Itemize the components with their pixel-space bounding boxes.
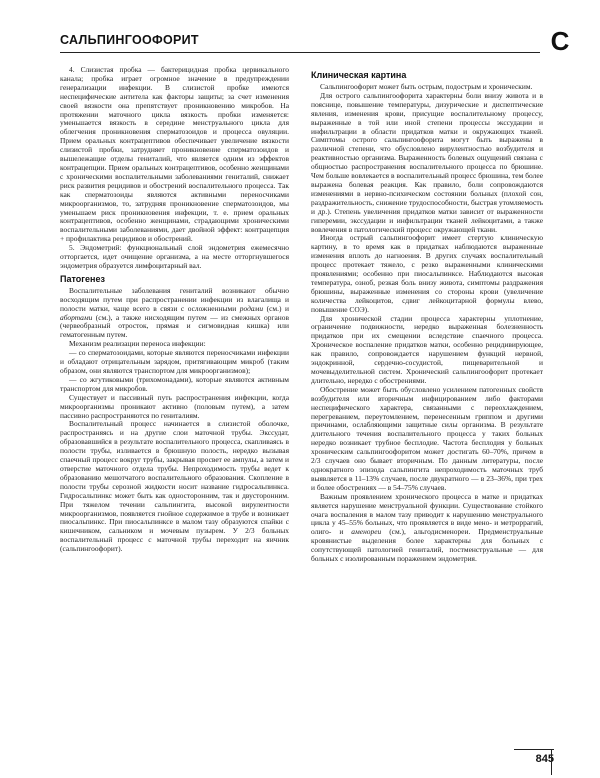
- paragraph: [60, 287, 289, 340]
- section-letter: С: [550, 26, 570, 56]
- right-column: [311, 70, 543, 564]
- paragraph: Механизм реализации переноса инфекции:: [69, 339, 206, 349]
- paragraph: Иногда острый сальпингоофорит имеет стертую клиническую картину, в то время как в придатках наблюдаются выраженные изменения вплоть до нагноения. В других случаях воспалительный процесс протекает тяжело, с резко выраженными клиническими проявлениями; особенно при пиосальпинксе. Наблюдаются высокая температура, озноб, резкая боль внизу живота, симптомы раздражения брюшины, выраженные изменения со стороны крови (увеличение количества лейкоцитов, сдвиг лейкоцитарной формулы влево, повышение СОЭ).: [311, 233, 543, 314]
- paragraph: Для хронической стадии процесса характерны уплотнение, ограничение подвижности, нередко выраженная болезненность придатков при их смещении вследствие спаечного процесса. Хроническое воспаление придатков матки, особенно рецидивирующее, как правило, сопровождается нарушением функций нервной, эндокринной, сердечно-сосудистой, пищеварительной и мочевыделительной систем. Хронический сальпингоофорит протекает длительно, нередко с обострениями.: [311, 313, 543, 385]
- text-run: (см.), а также нисходящим путем — из смежных органов (червеобразный отросток, прямая и сигмовидная кишка) или гематогенным путем.: [60, 312, 289, 340]
- paragraph: [311, 493, 543, 564]
- text-run: (см.) и: [263, 303, 289, 313]
- paragraph: — со жгутиковыми (трихомонадами), которые являются активным транспортом для микробов.: [60, 374, 289, 393]
- cross-reference-link[interactable]: родами: [239, 303, 264, 313]
- page-number-rule: [551, 749, 552, 775]
- page-header-title: САЛЬПИНГООФОРИТ: [60, 33, 199, 47]
- text-run: (см.), альгодисменореи. Предменструальные кровянистые выделения более характерны для больных с сопутствующей патологией гениталий, постменструальные — для больных с изолированным поражением эндометрия.: [311, 527, 543, 564]
- paragraph: Существует и пассивный путь распространения инфекции, когда микроорганизмы проникают активно (половым путем), а затем пассивно распространяются по гениталиям.: [60, 392, 289, 420]
- paragraph: Для острого сальпингоофорита характерны боли внизу живота и в пояснице, повышение температуры, дизурические и диспептические явления, изменения крови, присущие воспалительному процессу, выраженные в той или иной степени процессы экссудации и инфильтрации в области придатков матки и окружающих тканей. Симптомы острого сальпингоофорита могут быть выражены в различной степени, что обусловлено вирулентностью возбудителя и реактивностью организма. Выраженность болевых ощущений связана с общностью распространения воспалительного процесса по брюшине. Чем больше вовлекается в воспалительный процесс брюшина, тем более выражена болевая реакция. Как правило, боли сопровождаются изменениями в нервно-психическом состоянии больных (плохой сон, раздражительность, снижение трудоспособности, быстрая утомляемость и др.). Степень увеличения придатков матки зависит от выраженности гиперемии, экссудации и инфильтрации тканей лейкоцитами, а также вовлечения в патологический процесс окружающей ткани.: [311, 90, 543, 234]
- paragraph: Воспалительный процесс начинается в слизистой оболочке, распространяясь и на другие слои маточной трубы. Экссудат, образовавшийся в результате воспалительного процесса, скапливаясь в полости трубы, изливается в брюшную полость, нередко вызывая спаечный процесс вокруг трубы, закрывая просвет ее ампулы, а затем и отверстие маточного отдела трубы. Непроходимость трубы ведет к образованию мешотчатого воспалительного образования. Скопление в полости трубы серозной жидкости носит название гидросальпинкса. Гидросальпинкс может быть как односторонним, так и двусторонним. При тяжелом течении сальпингита, высокой вирулентности микроорганизмов, появляется гнойное содержимое в трубе и возникает пиосальпинкс. При пиосальпинксе в малом тазу образуются спайки с кишечником, сальником и мочевым пузырем. У 2/3 больных воспалительный процесс с маточной трубы переходит на яичник (сальпингоофорит).: [60, 419, 289, 554]
- section-heading-pathogenesis: Патогенез: [60, 273, 105, 284]
- paragraph: 5. Эндометрий: функциональный слой эндометрия ежемесячно отторгается, идет очищение организма, а на месте отторгнувшегося эндометрия образуется лимфоцитарный вал.: [60, 243, 289, 270]
- text-run: Важным проявлением хронического процесса в матке и придатках является нарушение менструальной функции. Существование стойкого очага воспаления в малом тазу приводит к нарушению менструального цикла у 45–55% больных, что проявляется в виде мено- и метроррагий, олиго- и: [311, 491, 543, 537]
- paragraph: — со сперматозоидами, которые являются переносчиками инфекции и обладают отрицательным зарядом, притягивающим микроб (таким образом, они являются транспортом для микроорганизмов);: [60, 348, 289, 375]
- header-rule: [60, 52, 540, 53]
- cross-reference-link[interactable]: аменореи: [351, 527, 382, 537]
- paragraph: Сальпингоофорит может быть острым, подострым и хроническим.: [320, 82, 533, 91]
- text-run: Воспалительные заболевания гениталий возникают обычно восходящим путем при распространении инфекции из влагалища и полости матки, чаще всего в связи с осложненными: [60, 285, 289, 313]
- section-heading-clinical-picture: Клиническая картина: [311, 70, 407, 80]
- paragraph: Обострение может быть обусловлено усилением патогенных свойств возбудителя или вторичным инфицированием либо факторами неспецифического характера, связанными с переохлаждением, перегреванием, переутомлением, перенесенным гриппом и другими причинами, ослабляющими защитные силы организма. В результате длительного течения воспалительного процесса у таких больных нередко возникает трубное бесплодие. Частота бесплодия у больных хроническим сальпингоофоритом может достигать 60–70%, причем в 2/3 случаев оно бывает вторичным. По данным литературы, после однократного эпизода сальпингита непроходимость маточных труб выявляется в 11–13% случаев, после двукратного — в 23–36%, при трех и более обострениях — в 54–75% случаев.: [311, 384, 543, 492]
- page-number: 845: [514, 749, 554, 766]
- cross-reference-link[interactable]: абортами: [60, 312, 93, 322]
- paragraph: 4. Слизистая пробка — бактерицидная пробка цервикального канала; пробка играет огромное значение в предупреждении генерализации инфекции. В слизистой пробке имеются неспецифические антитела как факторы защиты; за счет изменения своей вязкости она препятствует проникновению микробов. На протяжении маточного цикла вязкость пробки изменяется: уменьшается вязкость в середине менструального цикла для облегчения проникновения сперматозоидов и процесса овуляции. Прием оральных контрацептивов обеспечивает увеличение вязкости слизистой пробки, затрудняет проникновение сперматозоидов и вышележащие отделы гениталий, что является одним из эффектов контрацепции. Прием оральных контрацептивов, особенно женщинами с хроническими воспалительными заболеваниями гениталий, снижает риск развития рецидивов и обострений воспалительного процесса. Так как сперматозоиды являются активными переносчиками микроорганизмов, то, затрудняя проникновение сперматозоидов, мы уменьшаем риск проникновения инфекции, т. е. прием оральных контрацептивов, особенно женщинами, страдающими хроническими воспалительными заболеваниями, дает двойной эффект: контрацепция + профилактика рецидивов и обострений.: [60, 65, 289, 244]
- left-column: [60, 66, 289, 554]
